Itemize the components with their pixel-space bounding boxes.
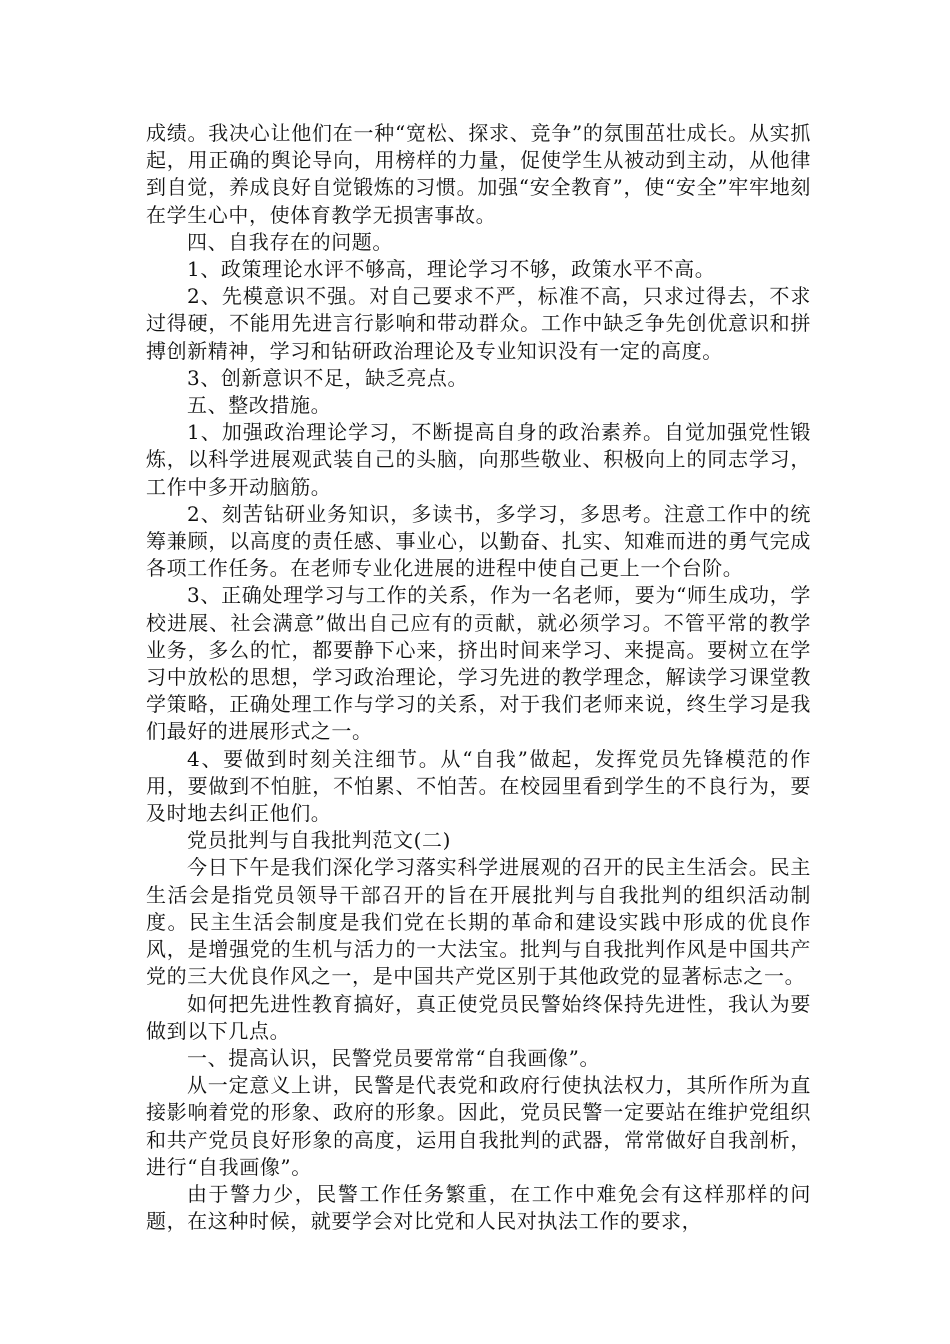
paragraph: 1、加强政治理论学习，不断提高自身的政治素养。自觉加强党性锻炼，以科学进展观武装自己的头脑，向那些敬业、积极向上的同志学习，工作中多开动脑筋。 <box>146 420 811 499</box>
section-heading: 一、提高认识，民警党员要常常“自我画像”。 <box>187 1045 601 1070</box>
paragraph: 1、政策理论水评不够高，理论学习不够，政策水平不高。 <box>187 257 716 282</box>
paragraph: 3、创新意识不足，缺乏亮点。 <box>187 365 469 390</box>
paragraph: 今日下午是我们深化学习落实科学进展观的召开的民主生活会。民主生活会是指党员领导干部召开的旨在开展批判与自我批判的组织活动制度。民主生活会制度是我们党在长期的革命和建设实践中形成的优良作风，是增强党的生机与活力的一大法宝。批判与自我批判作风是中国共产党的三大优良作风之一，是中国共产党区别于其他政党的显著标志之一。 <box>146 855 811 989</box>
paragraph: 3、正确处理学习与工作的关系，作为一名老师，要为“师生成功，学校进展、社会满意”做出自己应有的贡献，就必须学习。不管平常的教学业务，多么的忙，都要静下心来，挤出时间来学习、来提高。要树立在学习中放松的思想，学习政治理论，学习先进的教学理念，解读学习课堂教学策略，正确处理工作与学习的关系，对于我们老师来说，终生学习是我们最好的进展形式之一。 <box>146 583 811 744</box>
paragraph: 4、要做到时刻关注细节。从“自我”做起，发挥党员先锋模范的作用，要做到不怕脏，不怕累、不怕苦。在校园里看到学生的不良行为，要及时地去纠正他们。 <box>146 746 811 826</box>
paragraph: 2、先模意识不强。对自己要求不严，标准不高，只求过得去，不求过得硬，不能用先进言行影响和带动群众。工作中缺乏争先创优意识和拼搏创新精神，学习和钻研政治理论及专业知识没有一定的高度。 <box>146 284 811 363</box>
paragraph: 由于警力少，民警工作任务繁重，在工作中难免会有这样那样的问题，在这种时候，就要学会对比党和人民对执法工作的要求， <box>146 1181 811 1234</box>
paragraph: 成绩。我决心让他们在一种“宽松、探求、竞争”的氛围茁壮成长。从实抓起，用正确的舆论导向，用榜样的力量，促使学生从被动到主动，从他律到自觉，养成良好自觉锻炼的习惯。加强“安全教育”，使“安全”牢牢地刻在学生心中，使体育教学无损害事故。 <box>146 121 811 227</box>
section-heading: 四、自我存在的问题。 <box>187 229 393 254</box>
article-title: 党员批判与自我批判范文(二) <box>187 828 452 853</box>
section-heading: 五、整改措施。 <box>187 393 332 418</box>
paragraph: 如何把先进性教育搞好，真正使党员民警始终保持先进性，我认为要做到以下几点。 <box>146 991 811 1043</box>
paragraph: 从一定意义上讲，民警是代表党和政府行使执法权力，其所作所为直接影响着党的形象、政府的形象。因此，党员民警一定要站在维护党组织和共产党员良好形象的高度，运用自我批判的武器，常常做好自我剖析，进行“自我画像”。 <box>146 1073 811 1179</box>
paragraph: 2、刻苦钻研业务知识，多读书，多学习，多思考。注意工作中的统筹兼顾，以高度的责任感、事业心，以勤奋、扎实、知难而进的勇气完成各项工作任务。在老师专业化进展的进程中使自己更上一个台阶。 <box>146 501 811 581</box>
document-body <box>146 120 811 1235</box>
